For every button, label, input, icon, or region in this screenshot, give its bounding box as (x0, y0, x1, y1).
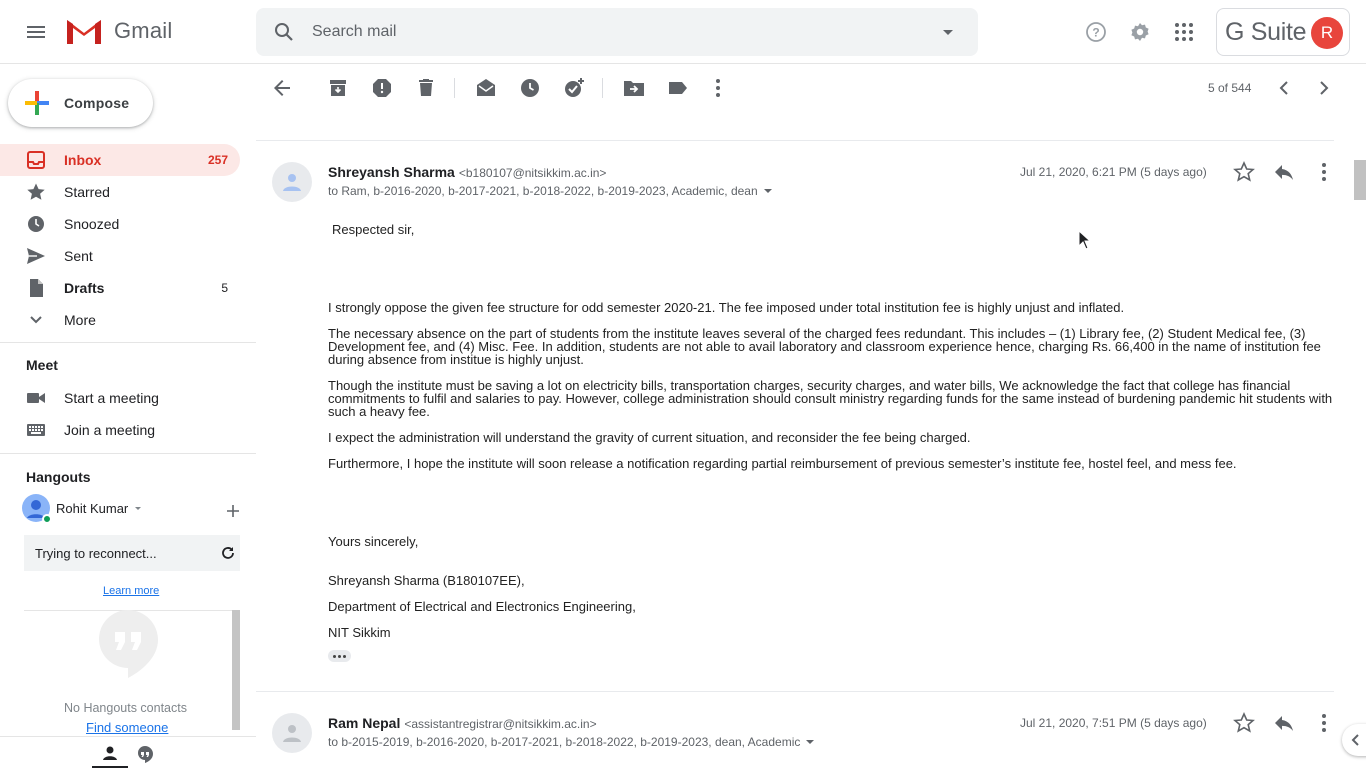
online-status-dot (42, 514, 52, 524)
message-more-icon[interactable] (1312, 160, 1336, 184)
find-someone-link[interactable]: Find someone (86, 720, 169, 735)
mark-unread-icon[interactable] (474, 76, 498, 100)
person-icon (280, 721, 304, 745)
message-divider (256, 691, 1334, 692)
hangouts-user-name: Rohit Kumar (56, 500, 129, 516)
search-bar[interactable] (256, 8, 978, 56)
person-icon (280, 170, 304, 194)
top-bar (0, 0, 1366, 64)
reconnect-status: Trying to reconnect... (35, 545, 157, 561)
add-to-tasks-icon[interactable] (562, 76, 586, 100)
body-paragraph: Yours sincerely, (328, 534, 419, 549)
gmail-m-icon (64, 16, 104, 46)
user-avatar (22, 494, 50, 522)
hangouts-user[interactable] (22, 494, 242, 522)
keyboard-icon (26, 420, 46, 440)
body-paragraph: NIT Sikkim (328, 625, 391, 640)
nav-label: Snoozed (64, 216, 120, 232)
hangouts-tab-icon[interactable] (136, 745, 154, 763)
refresh-icon[interactable] (220, 545, 236, 561)
mouse-pointer-icon (1078, 230, 1092, 250)
nav-item-inbox[interactable] (0, 144, 240, 176)
older-chevron-right-icon[interactable] (1312, 76, 1336, 100)
search-options-icon[interactable] (936, 20, 960, 44)
body-paragraph: The necessary absence on the part of students from the institute leaves several of the charged fees redundant. This includes – (1) Library fee, (2) Student Medical fee, (3) Development fee, and (4) Misc. Fee. In addition, students are not able to avail laboratory and classroom experience hence, charging Rs. 66,400 in the name of institution fee during absence from institue is highly unjust. (328, 326, 1321, 367)
message-toolbar (256, 64, 1366, 112)
body-paragraph: Though the institute must be saving a lot on electricity bills, transportation charges, security charges, and water bills, We acknowledge the fact that college has financial commitments to fulfil and salaries to pay. However, college administration should consult ministry regarding funds for the same instead of burdening pandemic hit students with such a heavy fee. (328, 378, 1333, 419)
draft-icon (26, 278, 46, 298)
help-icon[interactable] (1084, 20, 1108, 44)
gsuite-label: G Suite (1225, 17, 1307, 46)
recipients-text: to Ram, b-2016-2020, b-2017-2021, b-2018-2022, b-2019-2023, Academic, dean (328, 184, 758, 198)
hangouts-heading: Hangouts (26, 469, 91, 485)
sidebar-divider (0, 342, 256, 343)
learn-more-link[interactable]: Learn more (103, 585, 160, 597)
hangouts-logo-icon (98, 610, 158, 680)
show-trimmed-content-button[interactable] (328, 650, 351, 662)
sender-avatar (272, 713, 312, 753)
toolbar-separator (602, 78, 603, 98)
star-icon (26, 182, 46, 202)
back-arrow-icon[interactable] (270, 76, 294, 100)
body-paragraph: Furthermore, I hope the institute will soon release a notification regarding partial reimbursement of previous semester’s institute fee, hostel feel, and mess fee. (328, 456, 1237, 471)
settings-gear-icon[interactable] (1128, 20, 1152, 44)
label-tag-icon[interactable] (666, 76, 690, 100)
meet-heading: Meet (26, 357, 58, 373)
join-meeting-item[interactable] (0, 414, 240, 446)
side-panel-toggle[interactable] (1342, 724, 1366, 756)
more-options-icon[interactable] (706, 76, 730, 100)
unread-count: 257 (207, 153, 228, 167)
sidebar-bottom-tabs (0, 736, 256, 768)
newer-chevron-left-icon[interactable] (1272, 76, 1296, 100)
toolbar-separator (454, 78, 455, 98)
send-icon (26, 246, 46, 266)
recipients-line[interactable] (328, 735, 816, 749)
pagination-text: 5 of 544 (1208, 81, 1252, 95)
snooze-clock-icon[interactable] (518, 76, 542, 100)
thread-divider (256, 140, 1334, 141)
search-icon[interactable] (272, 20, 296, 44)
nav-label: Sent (64, 248, 93, 264)
sidebar-divider (0, 453, 256, 454)
compose-plus-icon (24, 90, 50, 116)
chevron-down-icon[interactable] (132, 502, 144, 514)
body-paragraph: Department of Electrical and Electronics Engineering, (328, 599, 636, 614)
drafts-count: 5 (221, 281, 228, 295)
reply-icon[interactable] (1272, 711, 1296, 735)
account-avatar[interactable]: R (1311, 17, 1343, 49)
reply-icon[interactable] (1272, 160, 1296, 184)
delete-trash-icon[interactable] (414, 76, 438, 100)
reconnect-banner (24, 535, 240, 571)
inbox-icon (26, 150, 46, 170)
hangouts-scrollbar[interactable] (232, 610, 240, 730)
main-scrollbar-thumb[interactable] (1354, 160, 1366, 200)
nav-item-starred[interactable] (0, 176, 240, 208)
body-paragraph: Respected sir, (332, 222, 415, 237)
chevron-down-icon (26, 310, 46, 330)
body-paragraph: I expect the administration will understand the gravity of current situation, and reconsider the fee being charged. (328, 430, 971, 445)
sender-name: Ram Nepal (328, 715, 401, 731)
star-outline-icon[interactable] (1232, 160, 1256, 184)
nav-item-snoozed[interactable] (0, 208, 240, 240)
sender-name: Shreyansh Sharma (328, 164, 455, 180)
main-menu-icon[interactable] (24, 20, 48, 44)
compose-label: Compose (64, 95, 130, 111)
nav-item-drafts[interactable] (0, 272, 240, 304)
svg-text:?: ? (1092, 25, 1100, 40)
sender-email: <assistantregistrar@nitsikkim.ac.in> (404, 717, 597, 731)
gmail-logo[interactable] (64, 16, 172, 46)
recipients-text: to b-2015-2019, b-2016-2020, b-2017-2021, b-2018-2022, b-2019-2023, dean, Academic (328, 735, 801, 749)
nav-item-more[interactable] (0, 304, 240, 336)
nav-label: More (64, 312, 96, 328)
apps-grid-icon[interactable] (1172, 20, 1196, 44)
message-date: Jul 21, 2020, 6:21 PM (5 days ago) (1020, 165, 1207, 179)
gsuite-account-button[interactable] (1216, 8, 1350, 56)
clock-icon (26, 214, 46, 234)
sender-email: <b180107@nitsikkim.ac.in> (458, 166, 607, 180)
archive-icon[interactable] (326, 76, 350, 100)
report-spam-icon[interactable] (370, 76, 394, 100)
join-meeting-label: Join a meeting (64, 422, 156, 438)
nav-item-sent[interactable] (0, 240, 240, 272)
body-paragraph: Shreyansh Sharma (B180107EE), (328, 573, 525, 588)
body-paragraph: I strongly oppose the given fee structure for odd semester 2020-21. The fee imposed under total institution fee is highly unjust and inflated. (328, 300, 1125, 315)
app-name: Gmail (114, 18, 173, 43)
add-contact-icon[interactable] (226, 504, 240, 518)
show-details-caret-icon[interactable] (762, 185, 774, 197)
contacts-tab[interactable] (92, 737, 128, 768)
recipients-line[interactable] (328, 184, 774, 198)
nav-label: Inbox (64, 152, 102, 168)
nav-label: Drafts (64, 280, 105, 296)
video-camera-icon (26, 388, 46, 408)
show-details-caret-icon[interactable] (804, 736, 816, 748)
message-sender[interactable] (328, 164, 606, 180)
start-meeting-item[interactable] (0, 382, 240, 414)
message-sender[interactable] (328, 715, 597, 731)
star-outline-icon[interactable] (1232, 711, 1256, 735)
message-more-icon[interactable] (1312, 711, 1336, 735)
sender-avatar (272, 162, 312, 202)
nav-label: Starred (64, 184, 110, 200)
no-contacts-text: No Hangouts contacts (64, 701, 187, 715)
start-meeting-label: Start a meeting (64, 390, 159, 406)
search-input[interactable] (312, 23, 936, 41)
move-to-icon[interactable] (622, 76, 646, 100)
chevron-left-icon (1348, 732, 1364, 748)
message-date: Jul 21, 2020, 7:51 PM (5 days ago) (1020, 716, 1207, 730)
compose-button[interactable] (8, 79, 153, 127)
